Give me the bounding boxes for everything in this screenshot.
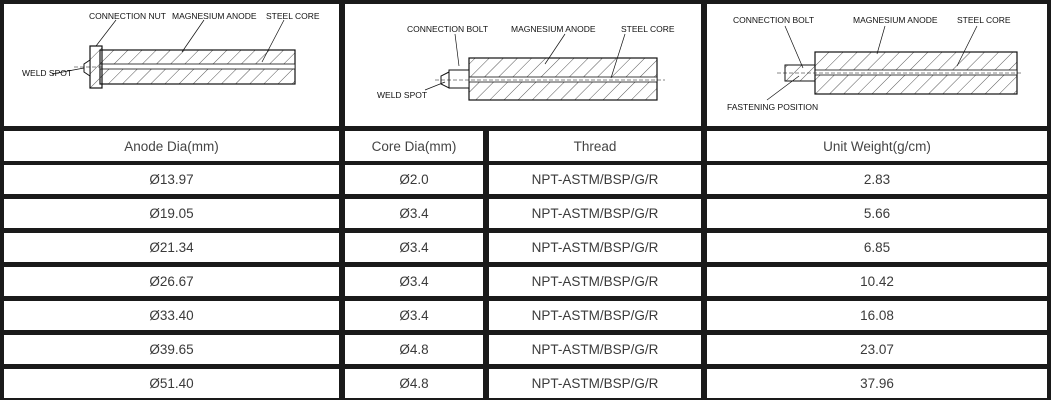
table-cell-anode-dia: Ø21.34	[4, 233, 339, 262]
header-unit-weight: Unit Weight(g/cm)	[707, 131, 1047, 161]
diagram-fastening-position	[707, 4, 1047, 126]
table-cell-unit-weight: 6.85	[707, 233, 1047, 262]
label-steel-core: STEEL CORE	[621, 24, 675, 34]
table-cell-core-dia: Ø3.4	[345, 233, 483, 262]
label-magnesium-anode: MAGNESIUM ANODE	[172, 11, 257, 21]
label-magnesium-anode: MAGNESIUM ANODE	[853, 15, 938, 25]
diagram-connection-nut	[4, 4, 339, 126]
table-cell-anode-dia: Ø13.97	[4, 165, 339, 194]
table-cell-core-dia: Ø3.4	[345, 301, 483, 330]
table-cell-anode-dia: Ø39.65	[4, 335, 339, 364]
table-cell-unit-weight: 2.83	[707, 165, 1047, 194]
label-connection-nut: CONNECTION NUT	[89, 11, 166, 21]
label-weld-spot: WELD SPOT	[377, 90, 428, 100]
table-cell-thread: NPT-ASTM/BSP/G/R	[489, 199, 701, 228]
header-thread: Thread	[489, 131, 701, 161]
table-cell-anode-dia: Ø33.40	[4, 301, 339, 330]
diagram-connection-bolt	[345, 4, 701, 126]
table-cell-thread: NPT-ASTM/BSP/G/R	[489, 369, 701, 398]
table-cell-thread: NPT-ASTM/BSP/G/R	[489, 165, 701, 194]
table-cell-thread: NPT-ASTM/BSP/G/R	[489, 335, 701, 364]
anode-rod-drawing	[74, 46, 295, 88]
table-cell-anode-dia: Ø26.67	[4, 267, 339, 296]
table-cell-core-dia: Ø3.4	[345, 199, 483, 228]
label-steel-core: STEEL CORE	[957, 15, 1011, 25]
table-cell-anode-dia: Ø51.40	[4, 369, 339, 398]
anode-rod-drawing	[777, 52, 1023, 94]
header-core-dia: Core Dia(mm)	[345, 131, 483, 161]
table-cell-unit-weight: 23.07	[707, 335, 1047, 364]
label-fastening-position: FASTENING POSITION	[727, 102, 819, 112]
table-cell-thread: NPT-ASTM/BSP/G/R	[489, 301, 701, 330]
header-anode-dia: Anode Dia(mm)	[4, 131, 339, 161]
table-cell-core-dia: Ø2.0	[345, 165, 483, 194]
table-cell-unit-weight: 5.66	[707, 199, 1047, 228]
label-connection-bolt: CONNECTION BOLT	[733, 15, 815, 25]
table-cell-core-dia: Ø4.8	[345, 369, 483, 398]
table-cell-core-dia: Ø4.8	[345, 335, 483, 364]
label-magnesium-anode: MAGNESIUM ANODE	[511, 24, 596, 34]
table-cell-core-dia: Ø3.4	[345, 267, 483, 296]
anode-rod-drawing	[435, 58, 665, 100]
label-steel-core: STEEL CORE	[266, 11, 320, 21]
table-cell-thread: NPT-ASTM/BSP/G/R	[489, 233, 701, 262]
label-connection-bolt: CONNECTION BOLT	[407, 24, 489, 34]
table-cell-unit-weight: 16.08	[707, 301, 1047, 330]
label-weld-spot: WELD SPOT	[22, 68, 73, 78]
table-cell-thread: NPT-ASTM/BSP/G/R	[489, 267, 701, 296]
table-cell-unit-weight: 37.96	[707, 369, 1047, 398]
table-cell-anode-dia: Ø19.05	[4, 199, 339, 228]
table-cell-unit-weight: 10.42	[707, 267, 1047, 296]
